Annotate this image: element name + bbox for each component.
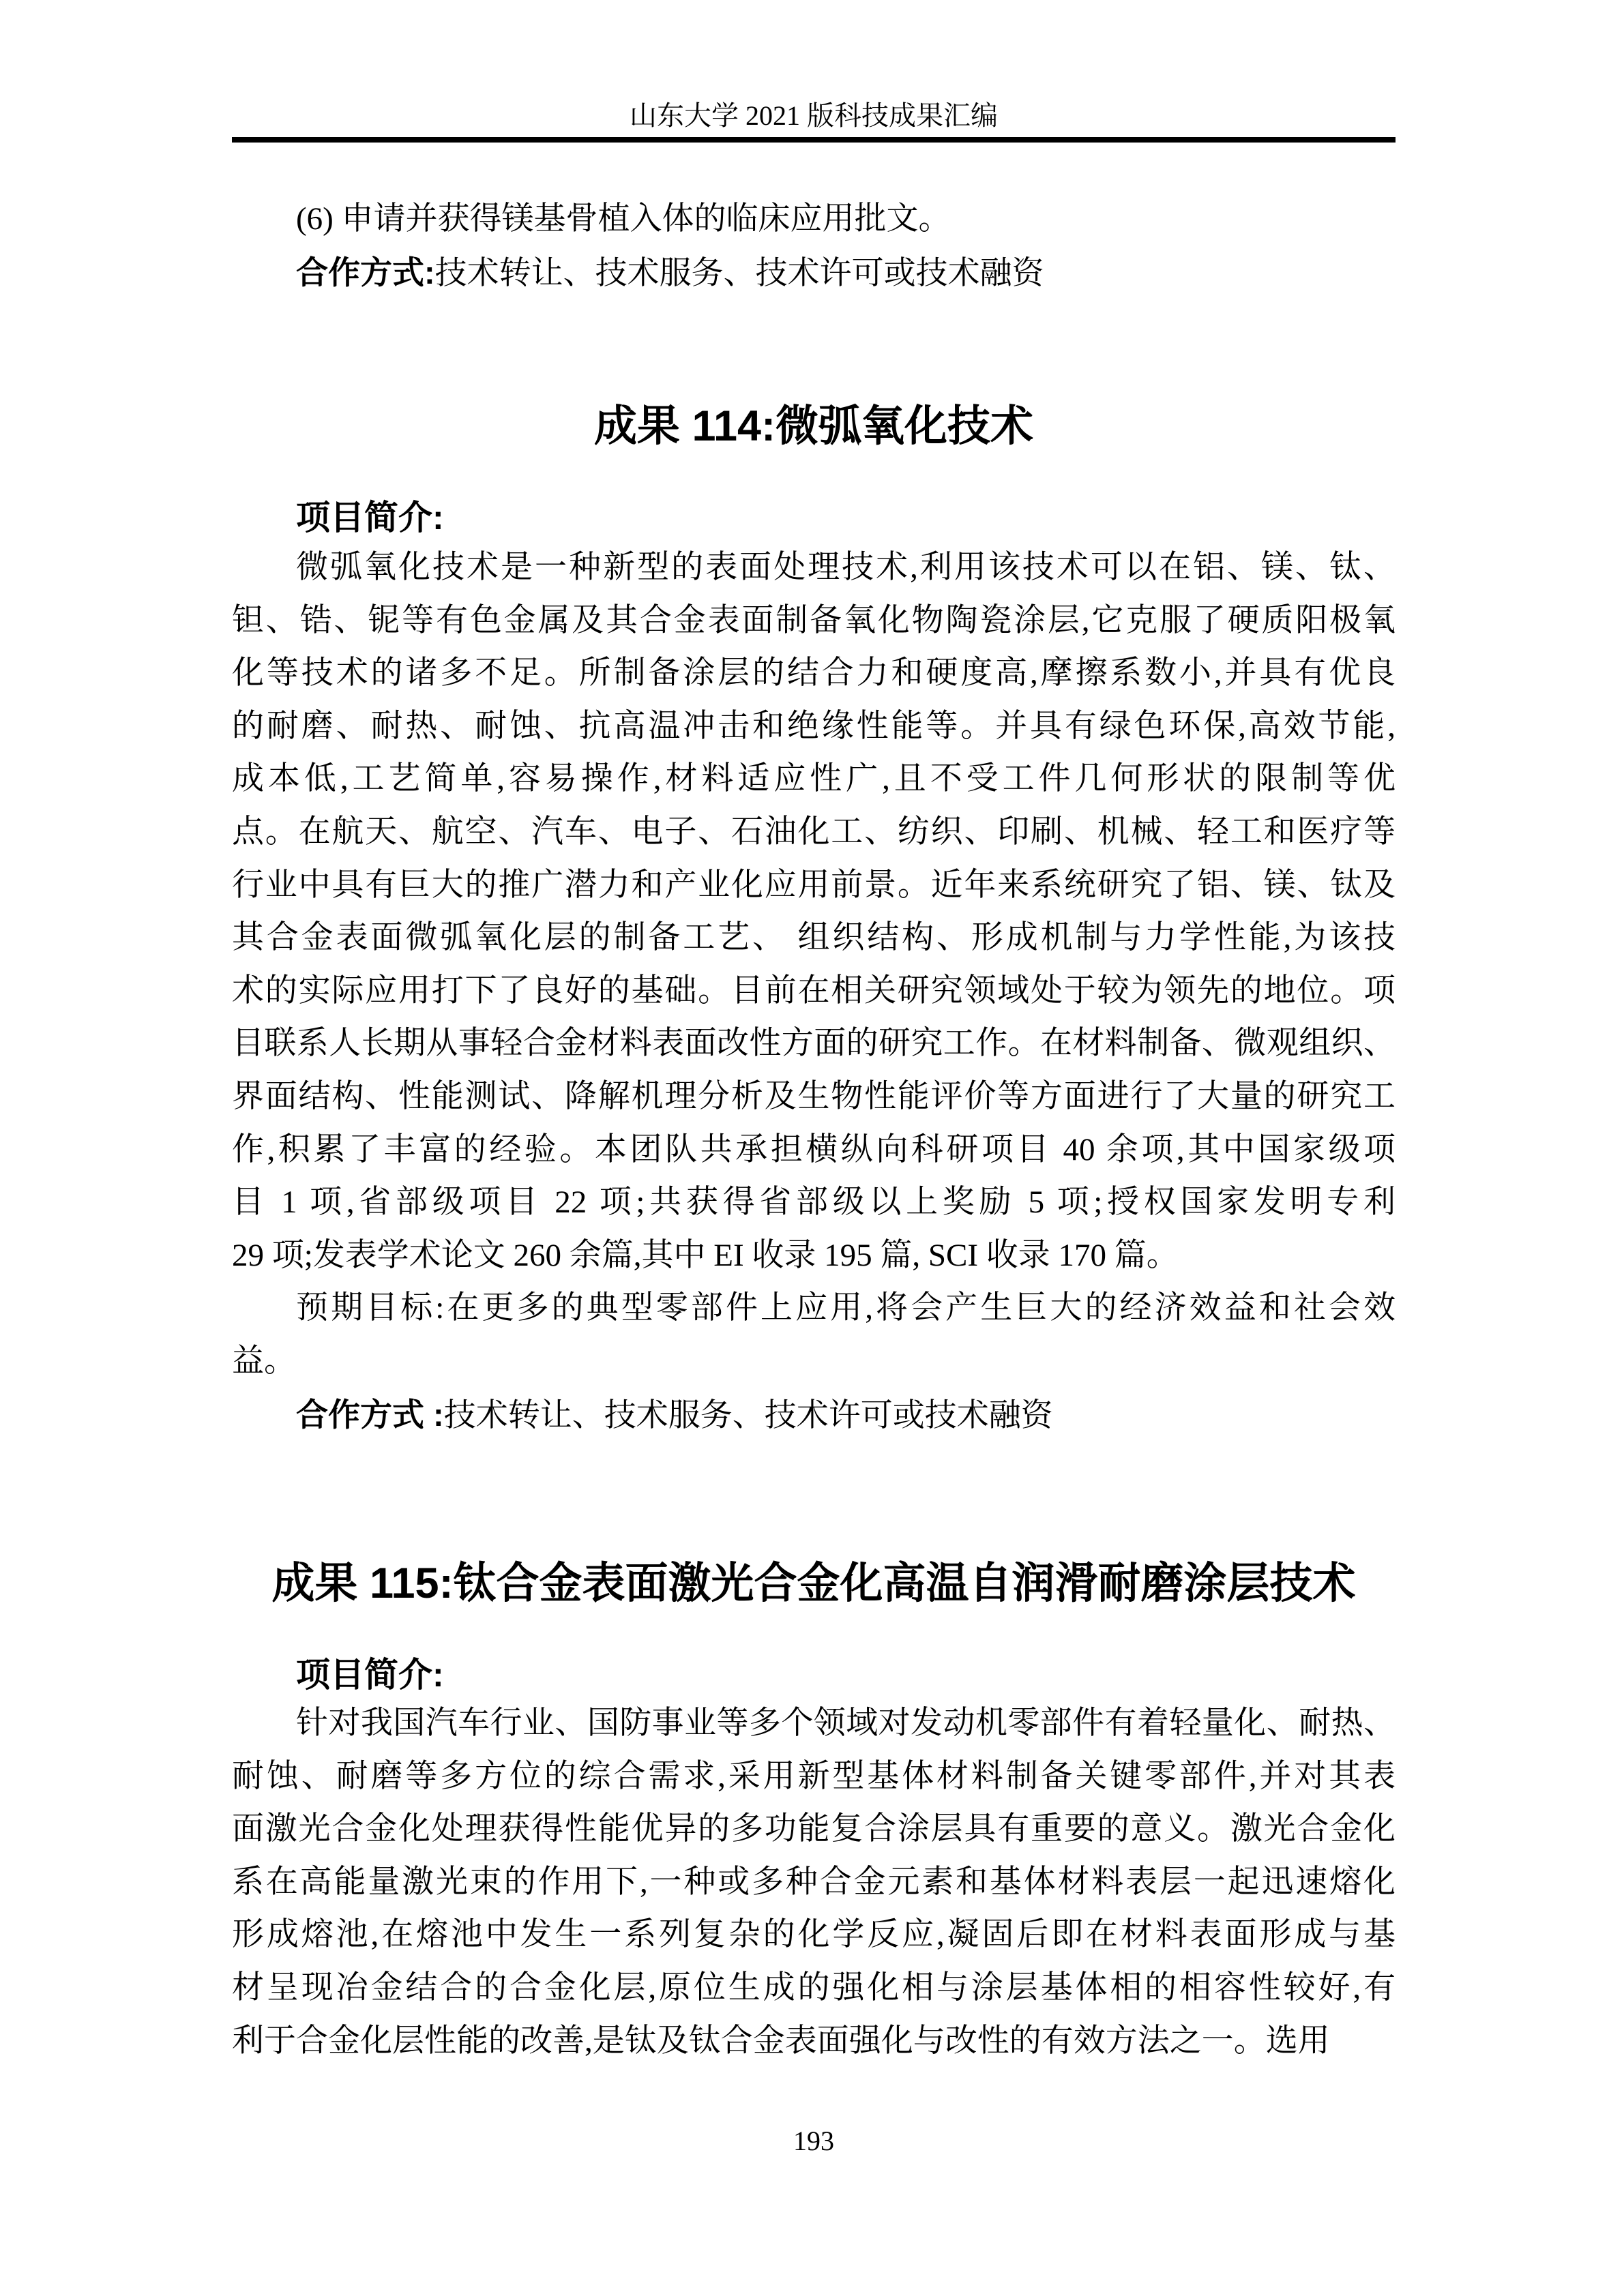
paragraph-line: 点。在航天、航空、汽车、电子、石油化工、纺织、印刷、机械、轻工和医疗等 xyxy=(232,814,1396,850)
paragraph-line: 29 项;发表学术论文 260 余篇,其中 EI 收录 195 篇, SCI 收录 170 篇。 xyxy=(232,1237,1179,1273)
paragraph-line: 术的实际应用打下了良好的基础。目前在相关研究领域处于较为领先的地位。项 xyxy=(232,972,1396,1009)
paragraph-line: 界面结构、性能测试、降解机理分析及生物性能评价等方面进行了大量的研究工 xyxy=(232,1078,1396,1114)
page-number: 193 xyxy=(793,2126,834,2156)
list-item-6: (6) 申请并获得镁基骨植入体的临床应用批文。 xyxy=(296,201,951,237)
paragraph-line: 化等技术的诸多不足。所制备涂层的结合力和硬度高,摩擦系数小,并具有优良 xyxy=(232,655,1396,691)
cooperation-line-114 xyxy=(232,1388,1460,1443)
paragraph-line: 作,积累了丰富的经验。本团队共承担横纵向科研项目 40 余项,其中国家级项 xyxy=(232,1131,1396,1167)
paragraph-line: 材呈现冶金结合的合金化层,原位生成的强化相与涂层基体相的相容性较好,有 xyxy=(232,1969,1396,2006)
paragraph-line: 的耐磨、耐热、耐蚀、抗高温冲击和绝缘性能等。并具有绿色环保,高效节能, xyxy=(232,708,1396,744)
paragraph-line: 系在高能量激光束的作用下,一种或多种合金元素和基体材料表层一起迅速熔化 xyxy=(232,1864,1396,1900)
achievement-114-paragraph xyxy=(232,541,1396,1282)
cooperation-label: 合作方式 : xyxy=(296,1397,444,1433)
paragraph-line: 其合金表面微弧氧化层的制备工艺、 组织结构、形成机制与力学性能,为该技 xyxy=(232,920,1396,956)
paragraph-line: 利于合金化层性能的改善,是钛及钛合金表面强化与改性的有效方法之一。选用 xyxy=(232,2023,1330,2059)
achievement-115-paragraph xyxy=(232,1697,1396,2068)
paragraph-line: 针对我国汽车行业、国防事业等多个领域对发动机零部件有着轻量化、耐热、 xyxy=(296,1705,1396,1741)
paragraph-line: 目 1 项,省部级项目 22 项;共获得省部级以上奖励 5 项;授权国家发明专利 xyxy=(232,1184,1396,1221)
cooperation-line-114-intro xyxy=(232,246,1460,301)
header-rule xyxy=(232,137,1396,143)
achievement-114-title: 成果 114:微弧氧化技术 xyxy=(593,402,1034,450)
paragraph-line: 耐蚀、耐磨等多方位的综合需求,采用新型基体材料制备关键零部件,并对其表 xyxy=(232,1758,1396,1794)
page-header-title: 山东大学 2021 版科技成果汇编 xyxy=(630,100,998,131)
achievement-115-title: 成果 115:钛合金表面激光合金化高温自润滑耐磨涂层技术 xyxy=(271,1560,1356,1607)
cooperation-text: 技术转让、技术服务、技术许可或技术融资 xyxy=(443,1398,1053,1433)
achievement-114-expected-goal xyxy=(232,1282,1396,1388)
paragraph-line: 钽、锆、铌等有色金属及其合金表面制备氧化物陶瓷涂层,它克服了硬质阳极氧 xyxy=(232,602,1396,638)
cooperation-label: 合作方式: xyxy=(296,254,435,290)
paragraph-line: 益。 xyxy=(232,1343,296,1379)
cooperation-text: 技术转让、技术服务、技术许可或技术融资 xyxy=(434,256,1044,291)
paragraph-line: 成本低,工艺简单,容易操作,材料适应性广,且不受工件几何形状的限制等优 xyxy=(232,761,1396,797)
paragraph-line: 行业中具有巨大的推广潜力和产业化应用前景。近年来系统研究了铝、镁、钛及 xyxy=(232,867,1396,903)
section-label-114: 项目简介: xyxy=(296,498,444,537)
section-label-115: 项目简介: xyxy=(296,1656,444,1694)
paragraph-line: 形成熔池,在熔池中发生一系列复杂的化学反应,凝固后即在材料表面形成与基 xyxy=(232,1917,1396,1953)
paragraph-line: 微弧氧化技术是一种新型的表面处理技术,利用该技术可以在铝、镁、钛、 xyxy=(296,550,1396,585)
paragraph-line: 目联系人长期从事轻合金材料表面改性方面的研究工作。在材料制备、微观组织、 xyxy=(232,1026,1396,1062)
paragraph-line: 预期目标:在更多的典型零部件上应用,将会产生巨大的经济效益和社会效 xyxy=(296,1290,1396,1326)
paragraph-line: 面激光合金化处理获得性能优异的多功能复合涂层具有重要的意义。激光合金化 xyxy=(232,1811,1396,1847)
